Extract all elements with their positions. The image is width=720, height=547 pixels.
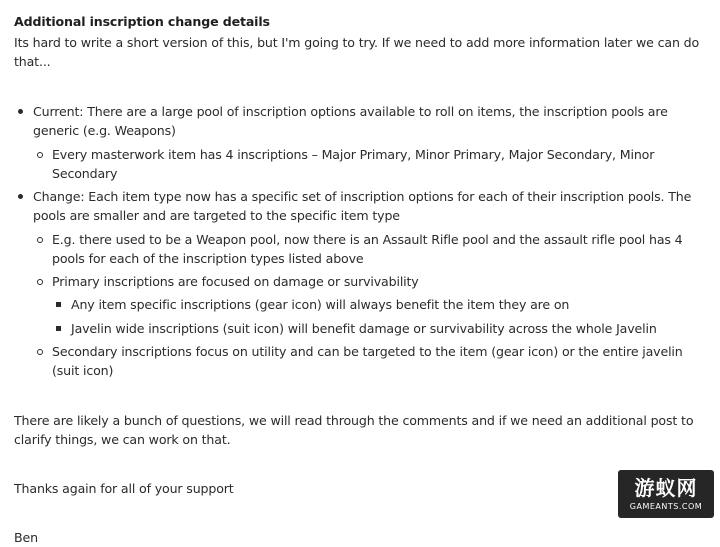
gear-inscription-text: Any item specific inscriptions (gear icon) will always benefit the item they are on	[71, 297, 570, 312]
primary-text: Primary inscriptions are focused on damage or survivability	[52, 274, 419, 289]
list-item-secondary	[33, 342, 708, 380]
list-item-javelin	[52, 319, 708, 338]
site-watermark-logo	[618, 470, 714, 518]
circle-bullet-icon	[37, 237, 43, 243]
list-item-change	[14, 187, 708, 380]
questions-paragraph: There are likely a bunch of questions, we will read through the comments and if we need an additional post to clarify things, we can work on that.	[14, 413, 694, 447]
list-item-example	[33, 230, 708, 268]
thanks-paragraph: Thanks again for all of your support	[14, 481, 234, 496]
watermark-domain: GAMEANTS.COM	[629, 502, 703, 511]
secondary-text: Secondary inscriptions focus on utility and can be targeted to the item (gear icon) or the entire javelin (suit icon)	[52, 344, 683, 378]
square-bullet-icon	[56, 302, 61, 307]
circle-bullet-icon	[37, 279, 43, 285]
list-item-current	[14, 102, 708, 183]
change-sublist	[33, 230, 708, 380]
circle-bullet-icon	[37, 349, 43, 355]
current-sublist	[33, 145, 708, 183]
list-item-primary	[33, 272, 708, 338]
post-title: Additional inscription change details	[14, 14, 270, 29]
forum-post	[14, 11, 708, 547]
square-bullet-icon	[56, 326, 61, 331]
change-text: Change: Each item type now has a specific set of inscription options for each of their inscription pools. The pools are smaller and are targeted to the specific item type	[33, 189, 692, 223]
intro-paragraph: Its hard to write a short version of this, but I'm going to try. If we need to add more information later we can do that...	[14, 35, 700, 69]
watermark-title: 游蚁网	[634, 476, 698, 500]
list-item-gear	[52, 295, 708, 314]
disc-bullet-icon	[18, 109, 23, 114]
main-list	[14, 102, 708, 380]
example-text: E.g. there used to be a Weapon pool, now there is an Assault Rifle pool and the assault rifle pool has 4 pools for each of the inscription types listed above	[52, 232, 683, 266]
list-item-masterwork	[33, 145, 708, 183]
circle-bullet-icon	[37, 152, 43, 158]
disc-bullet-icon	[18, 194, 23, 199]
current-text: Current: There are a large pool of inscription options available to roll on items, the inscription pools are generic (e.g. Weapons)	[33, 104, 668, 138]
signature: Ben	[14, 530, 38, 545]
javelin-inscription-text: Javelin wide inscriptions (suit icon) will benefit damage or survivability across the whole Javelin	[71, 321, 657, 336]
masterwork-text: Every masterwork item has 4 inscriptions – Major Primary, Minor Primary, Major Secondary, Minor Secondary	[52, 147, 655, 181]
primary-sublist	[52, 295, 708, 338]
